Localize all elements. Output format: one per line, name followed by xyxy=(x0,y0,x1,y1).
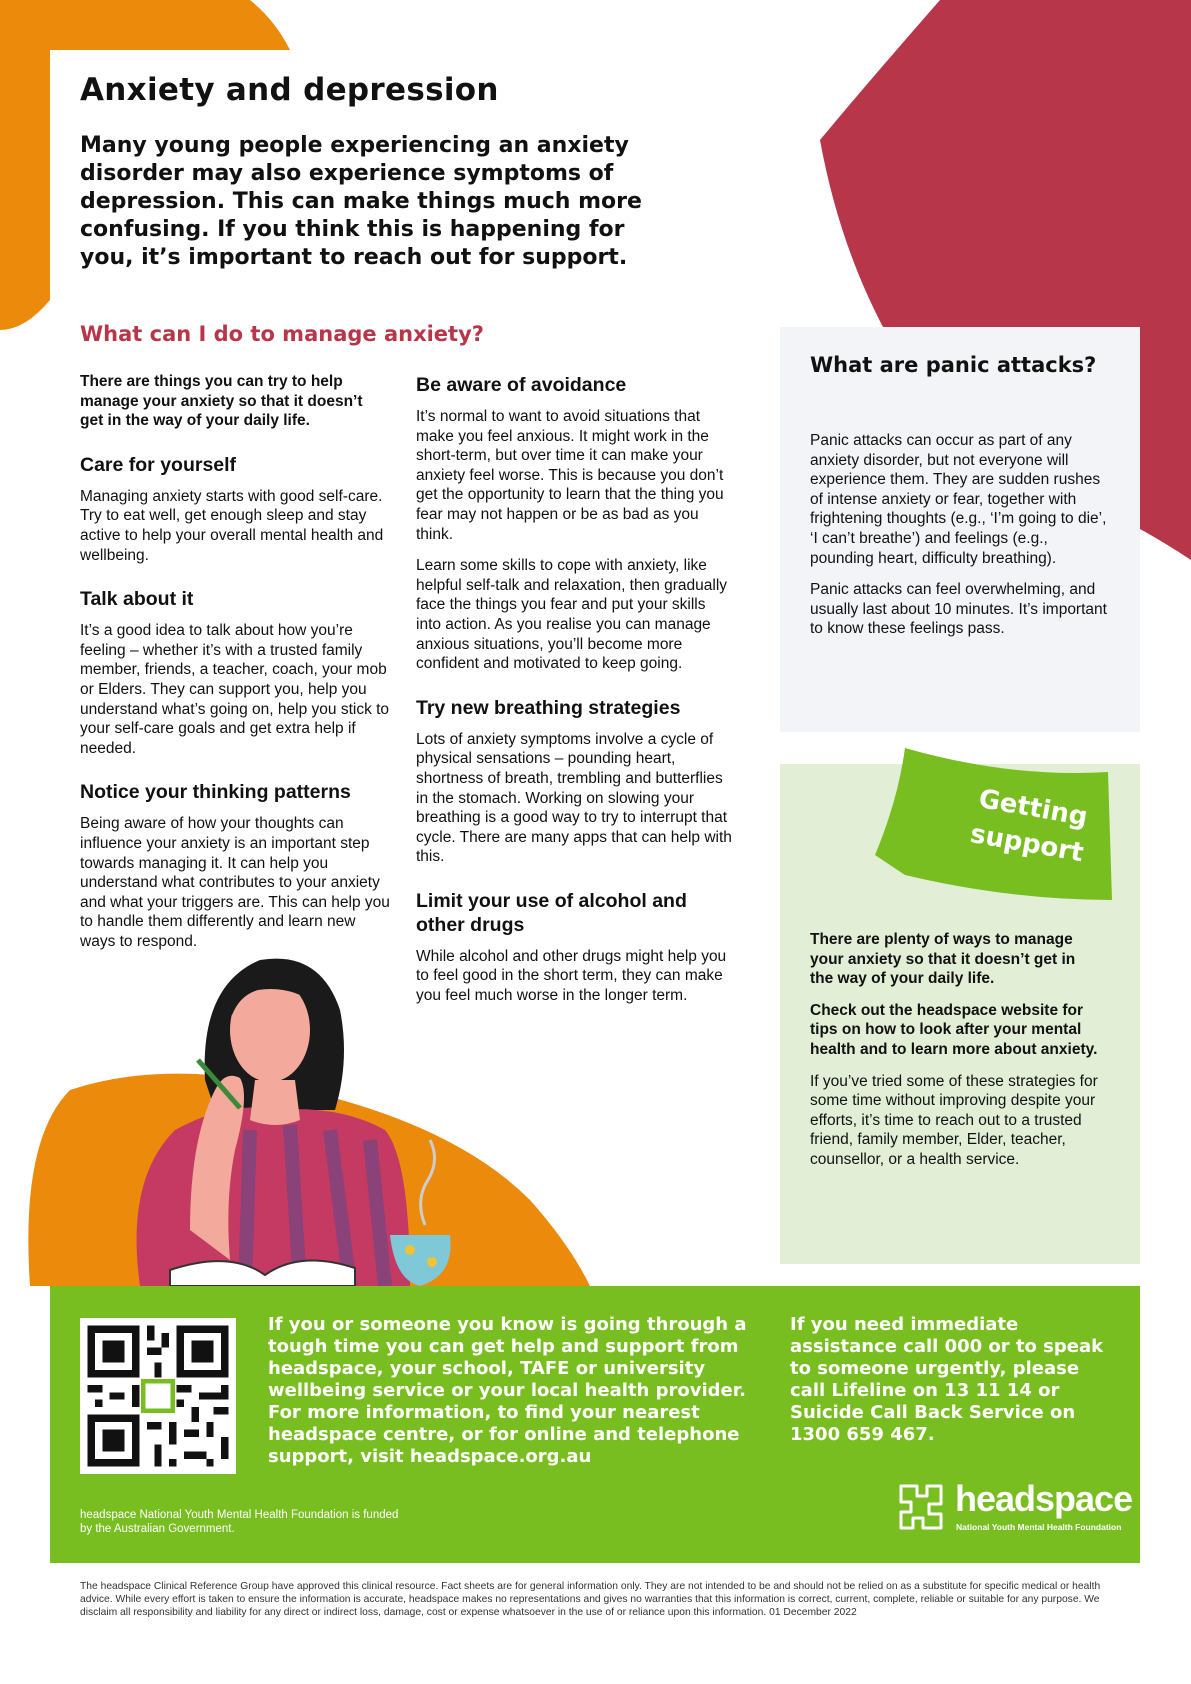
panic-attacks-text-1: Panic attacks can occur as part of any anxiety disorder, but not everyone will experience them. They are sudden rushes of intense anxiety or fear, together with frightening thoughts (e.g., ‘I’m going to die’, ‘I can’t breathe’) and feelings (e.g., pounding heart, difficulty breathing). xyxy=(810,432,1107,567)
page-title: Anxiety and depression xyxy=(80,72,499,108)
disclaimer: The headspace Clinical Reference Group have approved this clinical resource. Fact sheets are for general information only. They are not intended to be and should not be relied on as a substitute for specific medical or health advice. While every effort is taken to ensure the information is accurate, headspace makes no representations and gives no warranties that this information is correct, current, complete, reliable or suitable for any purpose. We disclaim all responsibility and liability for any direct or indirect loss, damage, cost or expense whatsoever in the use of or reliance upon this information. 01 December 2022 xyxy=(80,1581,1101,1618)
getting-support-body xyxy=(810,930,1100,1182)
thinking-patterns-text: Being aware of how your thoughts can influence your anxiety is an important step towards managing it. It can help you understand what contributes to your anxiety and what your triggers are. This can help you to handle them differently and learn new ways to respond. xyxy=(80,815,390,950)
talk-about-it-text: It’s a good idea to talk about how you’re feeling – whether it’s with a trusted family member, friends, a teacher, coach, your mob or Elders. They can support you, help you understand what’s going on, help you stick to your self-care goals and get extra help if needed. xyxy=(80,622,390,757)
panic-attacks-title: What are panic attacks? xyxy=(810,353,1097,377)
support-text-3: If you’ve tried some of these strategies for some time without improving despite your efforts, it’s time to reach out to a trusted friend, family member, Elder, teacher, counsellor, or a health service. xyxy=(810,1072,1098,1168)
manage-intro: There are things you can try to help manage your anxiety so that it doesn’t get in the way of your daily life. xyxy=(80,373,363,430)
avoidance-text-2: Learn some skills to cope with anxiety, like helpful self-talk and relaxation, then gradually face the things you fear and put your skills into action. As you realise you can manage anxious situations, you’ll become more confident and motivated to keep going. xyxy=(416,557,728,673)
alcohol-drugs-text: While alcohol and other drugs might help you to feel good in the short term, they can make you feel much worse in the longer term. xyxy=(416,947,727,1005)
qr-code[interactable] xyxy=(80,1318,236,1474)
talk-about-it-heading: Talk about it xyxy=(80,588,194,611)
alcohol-drugs-heading: Limit your use of alcohol and other drugs xyxy=(416,889,687,936)
urgent-help-text: If you need immediate assistance call 000 or to speak to someone urgently, please call Lifeline on 13 11 14 or Suicide Call Back Service on 1300 659 467. xyxy=(790,1314,1104,1445)
support-text-1: There are plenty of ways to manage your anxiety so that it doesn’t get in the way of your daily life. xyxy=(810,931,1076,988)
getting-support-title: Getting support xyxy=(967,783,1090,869)
funding-note: headspace National Youth Mental Health Foundation is funded by the Australian Government. xyxy=(80,1509,399,1535)
headspace-logo-word: headspace xyxy=(955,1478,1133,1519)
help-text: If you or someone you know is going through a tough time you can get help and support from headspace, your school, TAFE or university wellbeing service or your local health provider. For more information, to find your nearest headspace centre, or for online and telephone support, visit headspace.org.au xyxy=(268,1314,747,1467)
thinking-patterns-heading: Notice your thinking patterns xyxy=(80,781,351,804)
care-for-yourself-text: Managing anxiety starts with good self-care. Try to eat well, get enough sleep and stay active to help your overall mental health and wellbeing. xyxy=(80,487,384,564)
breathing-text: Lots of anxiety symptoms involve a cycle of physical sensations – pounding heart, shortness of breath, trembling and butterflies in the stomach. Working on slowing your breathing is a good way to try to interrupt that cycle. There are many apps that can help with this. xyxy=(416,730,732,866)
headspace-logo-tagline: National Youth Mental Health Foundation xyxy=(956,1522,1122,1532)
support-text-2: Check out the headspace website for tips on how to look after your mental health and to learn more about anxiety. xyxy=(810,1001,1098,1058)
care-for-yourself-heading: Care for yourself xyxy=(80,453,237,476)
panic-attacks-text-2: Panic attacks can feel overwhelming, and usually last about 10 minutes. It’s important to know these feelings pass. xyxy=(810,581,1107,638)
headspace-logo-icon xyxy=(895,1478,949,1534)
avoidance-heading: Be aware of avoidance xyxy=(416,374,627,396)
lead-paragraph: Many young people experiencing an anxiety disorder may also experience symptoms of depression. This can make things much more confusing. If you think this is happening for you, it’s important to reach out for support. xyxy=(80,133,642,270)
breathing-heading: Try new breathing strategies xyxy=(416,696,681,719)
manage-anxiety-heading: What can I do to manage anxiety? xyxy=(80,322,484,346)
avoidance-text-1: It’s normal to want to avoid situations that make you feel anxious. It might work in the short-term, but over time it can make your anxiety feel worse. This is because you don’t get the opportunity to learn that the thing you fear may not happen or be as bad as you think. xyxy=(416,408,724,543)
